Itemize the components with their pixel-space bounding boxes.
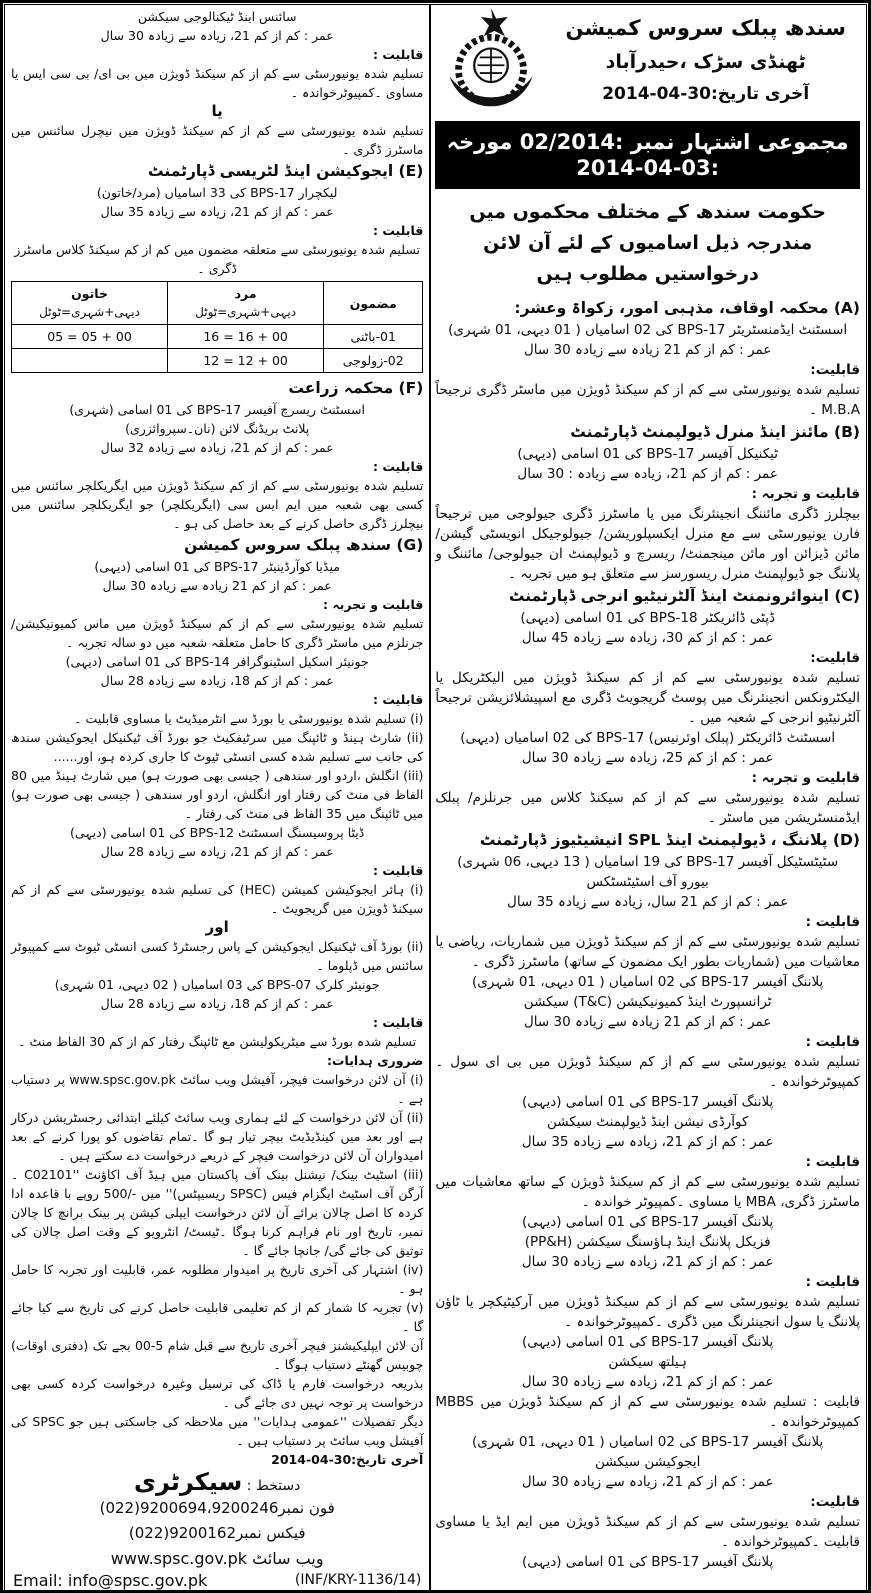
post-line: پلانٹ بریڈنگ لائن (نان۔سپروائزری) <box>125 421 310 436</box>
table-cell: 12 = 12 + 00 <box>168 349 324 373</box>
department-heading: (B) مائنز اینڈ منرل ڈیولپمنٹ ڈپارٹمنٹ <box>570 423 860 441</box>
post-line: عمر : کم از کم 21، زیادہ سے زیادہ 28 سال <box>100 844 334 859</box>
header-text <box>551 7 860 109</box>
table-cell: 01-باٹنی <box>324 325 423 349</box>
department-heading: (C) اینوائرونمنٹ اینڈ آلٹرنیٹیو انرجی ڈپارٹمنٹ <box>508 587 860 605</box>
post-line: عمر : کم از کم 21 زیادہ سے زیادہ 30 سال <box>524 1014 772 1030</box>
table-header-sub: دیہی+شہری=ٹوٹل <box>39 305 140 319</box>
right-column <box>430 5 866 1590</box>
text-line: (v) تجربہ کا شمار کم از کم تعلیمی قابلیت حاصل کرنے کی تاریخ سے کیا جائے گا ۔ <box>11 1300 424 1334</box>
sindh-emblem-icon <box>435 7 547 119</box>
qualification-label: قابلیت : <box>372 692 424 707</box>
text-line: تسلیم شدہ یونیورسٹی سے کم از کم سیکنڈ ڈویژن میں ایگریکلچر سائنس میں کسی بھی شعبہ میں ایم ایس سی (ایگریکلچر) جو ایگریکلچر سائنس میں بیچلرز ڈگری حاصل کرنے کے بعد حاصل کی ہو ۔ <box>11 478 424 531</box>
department-heading: (E) ایجوکیشن اینڈ لٹریسی ڈپارٹمنٹ <box>148 162 424 180</box>
text-line: تسلیم شدہ یونیورسٹی سے کم از کم سیکنڈ ڈویژن میں الیکٹریکل یا الیکٹرونکس انجینئرنگ میں پوسٹ گریجویٹ ڈگری مع اسپیشلائزیشن ترجیحاً آلٹرنیٹیو انرجی کے شعبہ میں ۔ <box>435 670 860 726</box>
text-line: تسلیم شدہ یونیورسٹی سے کم از کم سیکنڈ ڈویژن میں شماریات، ریاضی یا معاشیات میں (شماریات بطور ایک مضمون کے ساتھ) ماسٹرز ڈگری ۔ <box>435 934 860 970</box>
post-line: عمر : کم از کم 21 زیادہ سے زیادہ 30 سال <box>524 342 772 358</box>
lecturer-posts-table <box>11 281 423 373</box>
table-header: خاتون دیہی+شہری=ٹوٹل <box>12 282 168 325</box>
qualification-label: قابلیت : <box>805 1154 860 1170</box>
post-line: عمر : کم از کم 21، زیادہ سے زیادہ 30 سال <box>521 1374 774 1390</box>
post-line: پلاننگ آفیسر BPS-17 کی 02 اسامیاں ( 01 دیہی، 01 شہری) <box>472 1434 824 1450</box>
text-line: (ii) بورڈ آف ٹیکنیکل ایجوکیشن کے پاس رجسٹرڈ کسی انسٹی ٹیوٹ سے کمپیوٹر سائنس میں ڈپلوما ۔ <box>11 939 424 973</box>
email-link[interactable]: Email: info@spsc.gov.pk <box>13 1571 208 1590</box>
text-line: بیچلرز ڈگری مائننگ انجینئرنگ میں یا ماسٹرز ڈگری جیولوجی میں ترجیحاً فارن یونیورسٹی سے مع منرل ایکسپلوریشن/ جیولوجیکل انویسٹی گیشن/ مائن ڈیزائن اور مائن مینجمنٹ/ ریسرچ و ڈیولپمنٹ ان جیولوجی/ مائننگ و پلاننگ جو ڈیولپمنٹ منرل ریسورسز سے متعلق ہو میں تجربہ ۔ <box>435 506 860 582</box>
post-line: ہیلتھ سیکشن <box>608 1354 687 1370</box>
qualification-label: قابلیت : <box>372 47 424 62</box>
signature-label: دستخط : <box>246 1478 301 1494</box>
post-line: عمر : کم از کم 21، زیادہ سے زیادہ 30 سال <box>521 1254 774 1270</box>
signature-line <box>11 1468 423 1496</box>
post-line: عمر : کم از کم 21، زیادہ سے زیادہ 35 سال <box>100 204 334 219</box>
text-line: (i) آن لائن درخواست فیچر، آفیشل ویب سائٹ www.spsc.gov.pk پر دستیاب ہے ۔ <box>11 1072 424 1106</box>
text-line: تسلیم شدہ یونیورسٹی سے کم از کم سیکنڈ ڈویژن میں آرکیٹیکچر یا ٹاؤن پلاننگ یا سول انجینئرنگ میں ڈگری ۔کمپیوٹرخواندہ ۔ <box>435 1294 860 1330</box>
qualification-label: آخری تاریخ:30-04-2014 <box>271 1452 424 1467</box>
post-line: عمر : کم از کم 18، زیادہ سے زیادہ 28 سال <box>100 673 334 688</box>
deadline-text: آخری تاریخ:30-04-2014 <box>602 84 810 104</box>
department-heading: (A) محکمہ اوقاف، مذہبی امور، زکواۃ وعشر: <box>514 299 860 317</box>
post-line: عمر : کم از کم 21، زیادہ سے زیادہ : 30 سال <box>517 466 778 482</box>
text-line: تسلیم شدہ یونیورسٹی سے کم از کم سیکنڈ کلاس میں جرنلزم/ پبلک ایڈمنسٹریشن میں ماسٹر ۔ <box>435 790 860 826</box>
table-cell <box>12 349 168 373</box>
text-line: (iii) انگلش ،اردو اور سندھی ( جیسی بھی صورت ہو) میں شارٹ ہینڈ میں 80 الفاظ فی منٹ کی رفتار اور انگلش، اردو اور سندھی ( جیسی بھی صورت ہو) میں ٹائپنگ میں 35 الفاظ فی منٹ کی رفتار ۔ <box>11 768 424 821</box>
post-line: پلاننگ آفیسر BPS-17 کی 02 اسامیاں ( 01 دیہی، 01 شہری) <box>472 974 824 990</box>
right-column-content <box>435 193 860 1572</box>
post-line: تسلیم شدہ یونیورسٹی سے متعلقہ مضمون میں کم از کم سیکنڈ کلاس ماسٹرز ڈگری ۔ <box>14 242 420 276</box>
post-line: فزیکل پلاننگ اینڈ ہاؤسنگ سیکشن (PP&H) <box>524 1234 771 1250</box>
organization-name: سندھ پبلک سروس کمیشن <box>565 16 846 40</box>
department-heading: (D) پلاننگ ، ڈیولپمنٹ اینڈ SPL انیشیٹیوز ڈپارٹمنٹ <box>479 831 860 849</box>
text-line: (iii) اسٹیٹ بینک/ نیشنل بینک آف پاکستان میں ہیڈ آف اکاؤنٹ ''C02101 ۔آرگن آف اسٹیٹ ایگزام فیس (SPSC ریسیپٹس)'' میں -/500 روپے با قاعدہ ادا کردہ کا اصل چالان برائے آن لائن درخواست ایپلی کیشن پر بینک برانچ کا چالان نمبر، تاریخ اور نام فراہم کرنا ہوگا ۔ٹیسٹ/ انٹرویو کے وقت اصل چالان کی توثیق کی جائے گی/ جانچا جائے گا ۔ <box>11 1167 424 1258</box>
post-line: پلاننگ آفیسر BPS-17 کی 01 اسامی (دیہی) <box>522 1214 774 1230</box>
post-line: بیورو آف اسٹیٹسٹکس <box>586 874 709 890</box>
phone-line: فون نمبر9200694،9200246(022) <box>99 1499 335 1517</box>
department-heading: (F) محکمہ زراعت <box>288 379 424 397</box>
post-line: پلاننگ آفیسر BPS-17 کی 01 اسامی (دیہی) <box>522 1554 774 1570</box>
table-row <box>12 325 423 349</box>
post-line: ٹیکنیکل آفیسر BPS-17 کی 01 اسامی (دیہی) <box>517 446 778 462</box>
post-line: اسسٹنٹ ایڈمنسٹریٹر BPS-17 کی 02 اسامیاں ( 01 دیہی، 01 شہری) <box>448 322 848 338</box>
post-line: عمر : کم از کم 25، زیادہ سے زیادہ 30 سال <box>521 750 774 766</box>
qualification-label: قابلیت: <box>810 362 860 378</box>
text-line: بذریعہ درخواست فارم یا ڈاک کی ترسیل وغیرہ درخواست کردہ کسی بھی درخواست پر توجہ نہیں دی جائے گی ۔ <box>11 1376 424 1410</box>
post-line: میڈیا کوآرڈینیٹر BPS-17 کی 01 اسامی (دیہی) <box>94 559 340 574</box>
post-line: عمر : کم از کم 30، زیادہ سے زیادہ 45 سال <box>521 630 774 646</box>
post-line: ٹرانسپورٹ اینڈ کمیونیکیشن (T&C) سیکشن <box>523 994 772 1010</box>
separator-word: یا <box>211 102 223 120</box>
text-line: تسلیم شدہ یونیورسٹی سے کم از کم سیکنڈ ڈویژن میں ماس کمیونیکیشن/ جرنلزم میں ماسٹر ڈگری کا حامل متعلقہ شعبہ میں دو سالہ تجربہ ۔ <box>11 616 424 650</box>
footer-bottom-row <box>11 1571 423 1590</box>
post-line: ڈیٹا پروسیسنگ اسسٹنٹ BPS-12 کی 01 اسامی (دیہی) <box>70 825 365 840</box>
website-line <box>11 1546 423 1571</box>
post-line: عمر : کم از کم 21 زیادہ سے زیادہ 30 سال <box>102 578 332 593</box>
text-line: (ii) شارٹ ہینڈ و ٹائپنگ میں سرٹیفکیٹ جو بورڈ آف ٹیکنیکل ایجوکیشن سندھ کی جانب سے تسلیم شدہ کسی انسٹی ٹیوٹ کا جاری کردہ ہو، اور...... <box>11 730 424 764</box>
table-cell: 05 = 05 + 00 <box>12 325 168 349</box>
qualification-label: قابلیت : <box>805 914 860 930</box>
text-line: تسلیم شدہ یونیورسٹی سے کم از کم سیکنڈ ڈویژن میں ماسٹر ڈگری ترجیحاً M.B.A ۔ <box>435 382 860 418</box>
text-line: (i) تسلیم شدہ یونیورسٹی یا بورڈ سے انٹرمیڈیٹ یا مساوی قابلیت ۔ <box>74 711 424 726</box>
text-line: تسلیم شدہ یونیورسٹی سے کم از کم سیکنڈ ڈویژن میں بی ای/ بی سی ایس یا مساوی ۔کمپیوٹرخواندہ ۔ <box>11 66 424 100</box>
post-line: اسسٹنٹ ریسرچ آفیسر BPS-17 کی 01 اسامی (شہری) <box>69 402 365 417</box>
table-cell: 02-زولوجی <box>324 349 423 373</box>
text-line: (i) ہائر ایجوکیشن کمیشن (HEC) کی تسلیم شدہ یونیورسٹی سے کم از کم سیکنڈ ڈویژن میں گریجویٹ ۔ <box>11 882 424 916</box>
post-line: عمر : کم از کم 21، زیادہ سے زیادہ 35 سال <box>521 1134 774 1150</box>
qualification-label: قابلیت و تجربہ : <box>751 770 860 786</box>
text-line: تسلیم شدہ یونیورسٹی سے کم از کم سیکنڈ ڈویژن میں بی ای سول ۔کمپیوٹرخواندہ ۔ <box>435 1054 860 1090</box>
text-line: دیگر تفصیلات ''عمومی ہدایات'' میں ملاحظہ کی جاسکتی ہیں جو SPSC کی آفیشل ویب سائٹ پر دستیاب ہیں ۔ <box>11 1414 424 1448</box>
post-line: کوآرڈی نیشن اینڈ ڈیولپمنٹ سیکشن <box>546 1114 749 1130</box>
post-line: عمر : کم از کم 21، زیادہ سے زیادہ 30 سال <box>100 28 334 43</box>
secretary-title: سیکرٹری <box>133 1468 243 1496</box>
text-line: تسلیم شدہ یونیورسٹی سے کم از کم سیکنڈ ڈویژن میں ایم ایڈ یا مساوی قابلیت ۔کمپیوٹرخواندہ ۔ <box>435 1514 860 1550</box>
post-line: ڈپٹی ڈائریکٹر BPS-18 کی 01 اسامی (دیہی) <box>520 610 775 626</box>
separator-word: اور <box>205 918 229 936</box>
table-header-sub: دیہی+شہری=ٹوٹل <box>195 305 297 319</box>
text-line: تسلیم شدہ یونیورسٹی سے کم از کم سیکنڈ ڈویژن میں نیچرل سائنس میں ماسٹرز ڈگری ۔ <box>11 123 424 157</box>
department-heading: (G) سندھ پبلک سروس کمیشن <box>184 536 424 554</box>
post-line: پلاننگ آفیسر BPS-17 کی 01 اسامی (دیہی) <box>522 1094 774 1110</box>
fax-line: فیکس نمبر9200162(022) <box>128 1524 306 1542</box>
qualification-label: قابلیت : <box>372 459 424 474</box>
post-line: پلاننگ آفیسر BPS-17 کی 01 اسامی (دیہی) <box>522 1334 774 1350</box>
post-line: عمر : کم از کم 21، زیادہ سے زیادہ 32 سال <box>100 440 334 455</box>
post-line: اسسٹنٹ ڈائریکٹر (پبلک اوئرنیس) BPS-17 کی 02 اسامیاں (دیہی) <box>460 730 836 746</box>
text-line: (ii) آن لائن درخواست کے لئے ہماری ویب سائٹ کیلئے ابتدائی رجسٹریشن درکار ہے اور بعد میں کینڈیڈیٹ بیچر تیار ہو گا ۔تمام تقاضوں کو پورا کرنے کے بعد امیدواران آن لائن درخواست فیچر کے ذریعے درخواست دے سکتے ہیں ۔ <box>11 1110 424 1163</box>
qualification-label: قابلیت : <box>805 1274 860 1290</box>
post-line: تسلیم شدہ بورڈ سے میٹریکولیشن مع ٹائپنگ رفتار کم از کم 30 الفاظ منٹ ۔ <box>18 1034 417 1049</box>
text-line: قابلیت : تسلیم شدہ یونیورسٹی سے کم از کم سیکنڈ ڈویژن میں MBBS کمپیوٹرخواندہ ۔ <box>435 1394 860 1430</box>
text-line: (iv) اشتہار کی آخری تاریخ پر امیدوار مطلوبہ عمر، قابلیت اور تجربہ کا حامل ہو ۔ <box>11 1262 424 1296</box>
post-line: جونیئر اسکیل اسٹینوگرافر BPS-14 کی 01 اسامی (دیہی) <box>65 654 369 669</box>
organization-address: ٹھنڈی سڑک ،حیدرآباد <box>605 51 806 73</box>
qualification-label: قابلیت : <box>372 1015 424 1030</box>
text-line: آن لائن ایپلیکیشنز فیچر آخری تاریخ سے قبل شام 5-00 بجے تک (دفتری اوقات) چوبیس گھنٹے دستیاب ہوگا ۔ <box>11 1338 424 1372</box>
table-cell: 16 = 16 + 00 <box>168 325 324 349</box>
qualification-label: قابلیت : <box>805 1034 860 1050</box>
post-line: سٹیٹسٹیکل آفیسر BPS-17 کی 19 اسامیاں ( 13 دیہی، 06 شہری) <box>457 854 839 870</box>
website-link[interactable]: www.spsc.gov.pk <box>110 1549 248 1568</box>
qualification-label: قابلیت: <box>810 650 860 666</box>
website-label: ویب سائٹ <box>252 1549 324 1568</box>
qualification-label: قابلیت و تجربہ : <box>751 486 860 502</box>
commission-header <box>435 7 860 119</box>
post-line: عمر : کم از کم 21، زیادہ سے زیادہ 30 سال <box>521 1474 774 1490</box>
post-line: جونیئر کلرک BPS-07 کی 03 اسامیاں ( 02 دیہی، 01 شہری) <box>54 977 380 992</box>
table-row <box>12 349 423 373</box>
table-header: مرد دیہی+شہری=ٹوٹل <box>168 282 324 325</box>
advertisement-frame <box>4 4 867 1591</box>
qualification-label: قابلیت : <box>372 863 424 878</box>
qualification-label: ضروری ہدایات: <box>326 1053 424 1068</box>
advertisement-number-bar: مجموعی اشتہار نمبر :02/2014 مورخہ :03-04-2014 <box>435 121 860 189</box>
post-line: سائنس اینڈ ٹیکنالوجی سیکشن <box>137 9 297 24</box>
post-line: عمر : کم از کم 18، زیادہ سے زیادہ 28 سال <box>100 996 334 1011</box>
signature-block <box>11 1468 423 1590</box>
qualification-label: قابلیت: <box>810 1494 860 1510</box>
left-column-content <box>11 7 423 1469</box>
text-line: تسلیم شدہ یونیورسٹی سے کم از کم سیکنڈ ڈویژن کے ساتھ معاشیات میں ماسٹرز ڈگری، MBA یا مساوی ۔کمپیوٹر خواندہ ۔ <box>435 1174 860 1210</box>
left-column <box>5 5 430 1590</box>
intro-text: حکومت سندھ کے مختلف محکموں میں مندرجہ ذیل اسامیوں کے لئے آن لائن درخواستیں مطلوب ہیں <box>469 201 826 285</box>
qualification-label: قابلیت و تجربہ : <box>323 597 424 612</box>
advertisement-ref: (INF/KRY-1136/14) <box>294 1572 422 1588</box>
post-line: لیکچرار BPS-17 کی 33 اسامیاں (مرد/خاتون) <box>96 185 338 200</box>
post-line: ایجوکیشن سیکشن <box>594 1454 701 1470</box>
table-header: مضمون <box>324 282 423 325</box>
post-line: عمر : کم از کم 21 سال، زیادہ سے زیادہ 35 سال <box>507 894 789 910</box>
qualification-label: قابلیت : <box>372 223 424 238</box>
